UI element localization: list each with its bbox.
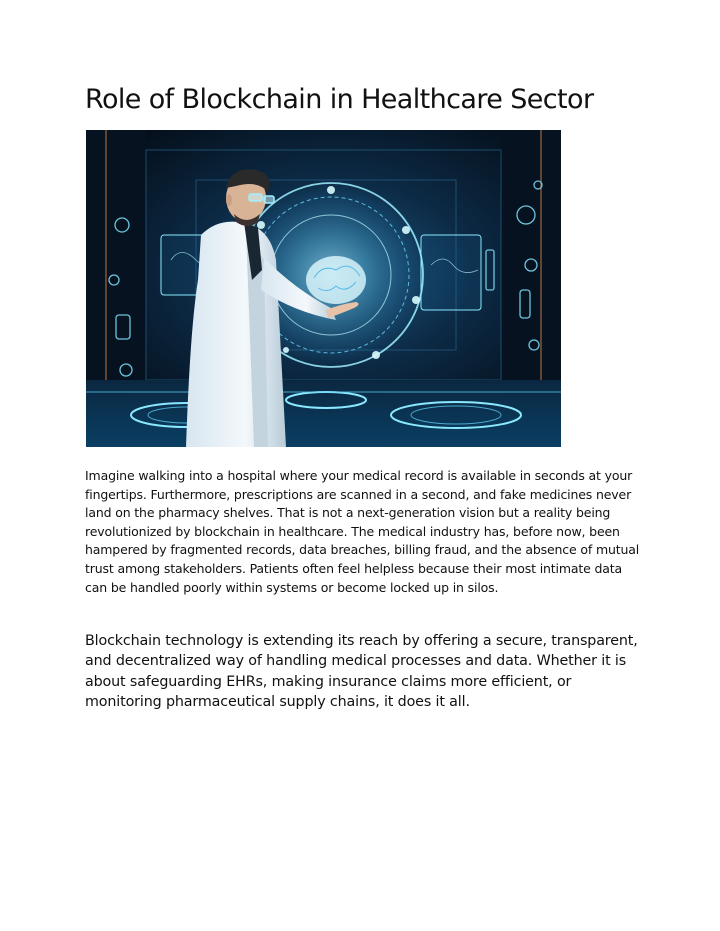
hero-image bbox=[86, 130, 561, 447]
intro-paragraph: Imagine walking into a hospital where your medical record is available in seconds at your fingertips. Furthermore, prescriptions are scanned in a second, and fake medicines never land on the pharmacy shelves. That is not a next-generation vision but a reality being revolutionized by blockchain in healthcare. The medical industry has, before now, been hampered by fragmented records, data breaches, billing fraud, and the absence of mutual trust among stakeholders. Patients often feel helpless because their most intimate data can be handled poorly within systems or become locked up in silos. bbox=[85, 468, 640, 595]
body-paragraph: Blockchain technology is extending its reach by offering a secure, transparent, and decentralized way of handling medical processes and data. Whether it is about safeguarding EHRs, making insurance claims more efficient, or monitoring pharmaceutical supply chains, it does it all. bbox=[85, 633, 638, 710]
doctor-hologram-illustration bbox=[86, 130, 561, 447]
page-title: Role of Blockchain in Healthcare Sector bbox=[85, 84, 594, 115]
